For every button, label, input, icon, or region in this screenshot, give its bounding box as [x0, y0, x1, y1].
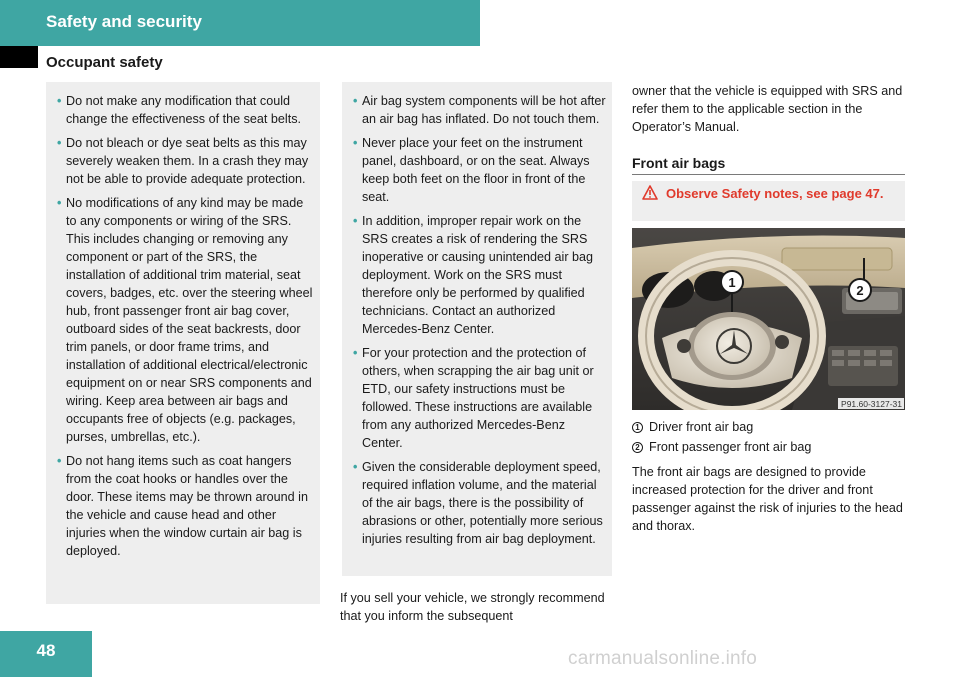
list-item: • For your protection and the protection of others, when scrapping the air bag unit or ETD, our safety instructions must be followed. These instructions are available from any authorized Mercedes-Benz Center. — [353, 346, 594, 450]
page-number: 48 — [36, 641, 56, 660]
bullet-dot-icon: • — [353, 460, 358, 474]
header-band — [0, 0, 480, 46]
dashboard-illustration — [632, 228, 905, 410]
list-item: • In addition, improper repair work on the SRS creates a risk of rendering the SRS inoperative or causing unintended air bag deployment. Work on the SRS must therefore only be performed by qualified technicians. Contact an authorized Mercedes-Benz Center. — [353, 214, 594, 336]
callout-1: 1 — [728, 275, 736, 290]
page-number-box — [0, 631, 92, 677]
section-title: Safety and security — [46, 12, 202, 31]
heading-divider — [632, 174, 905, 175]
bullet-list — [354, 92, 606, 548]
list-item: • Given the considerable deployment speed, required inflation volume, and the material of the air bags, there is the possibility of abrasions or other, potentially more serious injuries resulting from air bag deployment. — [353, 460, 603, 546]
legend-number: 1 — [632, 422, 643, 433]
sell-vehicle-paragraph: If you sell your vehicle, we strongly recommend that you inform the subsequent — [340, 591, 605, 623]
warning-text: Observe Safety notes, see page 47. — [666, 186, 884, 201]
legend-text: Front passenger front air bag — [649, 440, 812, 454]
legend-text: Driver front air bag — [649, 420, 754, 434]
legend-number: 2 — [632, 442, 643, 453]
list-item: • Do not make any modification that could change the effectiveness of the seat belts. — [57, 94, 302, 126]
dashboard-figure — [632, 228, 905, 410]
bullet-list — [58, 92, 314, 560]
warning-box — [632, 181, 905, 221]
bullet-dot-icon: • — [353, 94, 358, 108]
bullet-dot-icon: • — [57, 136, 62, 150]
bullet-dot-icon: • — [57, 454, 62, 468]
section-marker — [0, 46, 38, 68]
safety-notes-box-2 — [342, 82, 612, 576]
bullet-dot-icon: • — [57, 196, 62, 210]
list-item: • Do not hang items such as coat hangers from the coat hooks or handles over the door. These items may be thrown around in the vehicle and cause head and other injuries when the window curtain air bag is deployed. — [57, 454, 308, 558]
front-airbag-description: The front air bags are designed to provide increased protection for the driver and front passenger against the risk of injuries to the head and thorax. — [632, 465, 903, 533]
bullet-dot-icon: • — [353, 136, 358, 150]
page-subtitle: Occupant safety — [46, 54, 163, 71]
bullet-dot-icon: • — [353, 214, 358, 228]
watermark: carmanualsonline.info — [568, 648, 758, 669]
section-heading: Front air bags — [632, 155, 726, 171]
list-item: • Never place your feet on the instrument panel, dashboard, or on the seat. Always keep both feet on the floor in front of the seat. — [353, 136, 590, 204]
bullet-dot-icon: • — [353, 346, 358, 360]
legend-item-driver — [632, 418, 910, 436]
owner-continuation-paragraph: owner that the vehicle is equipped with SRS and refer them to the applicable section in the Operator’s Manual. — [632, 84, 903, 134]
legend-item-passenger — [632, 438, 910, 456]
callout-2: 2 — [856, 283, 864, 298]
list-item: • Air bag system components will be hot after an air bag has inflated. Do not touch them. — [353, 94, 606, 126]
warning-triangle-icon — [642, 185, 658, 200]
list-item: • No modifications of any kind may be made to any components or wiring of the SRS. This includes changing or removing any component or part of the SRS, the installation of additional trim material, seat covers, badges, etc. over the steering wheel hub, front passenger front air bag cover, outboard sides of the seat backrests, door trim panels, or door frame trims, and installation of additional electrical/electronic equipment on or near SRS components and wiring. Keep area between air bags and occupants free of objects (e.g. packages, purses, umbrellas, etc.). — [57, 196, 313, 444]
bullet-dot-icon: • — [57, 94, 62, 108]
list-item: • Do not bleach or dye seat belts as this may severely weaken them. In a crash they may not be able to provide adequate protection. — [57, 136, 309, 186]
image-code: P91.60-3127-31 — [841, 399, 902, 409]
safety-notes-box-1 — [46, 82, 320, 604]
